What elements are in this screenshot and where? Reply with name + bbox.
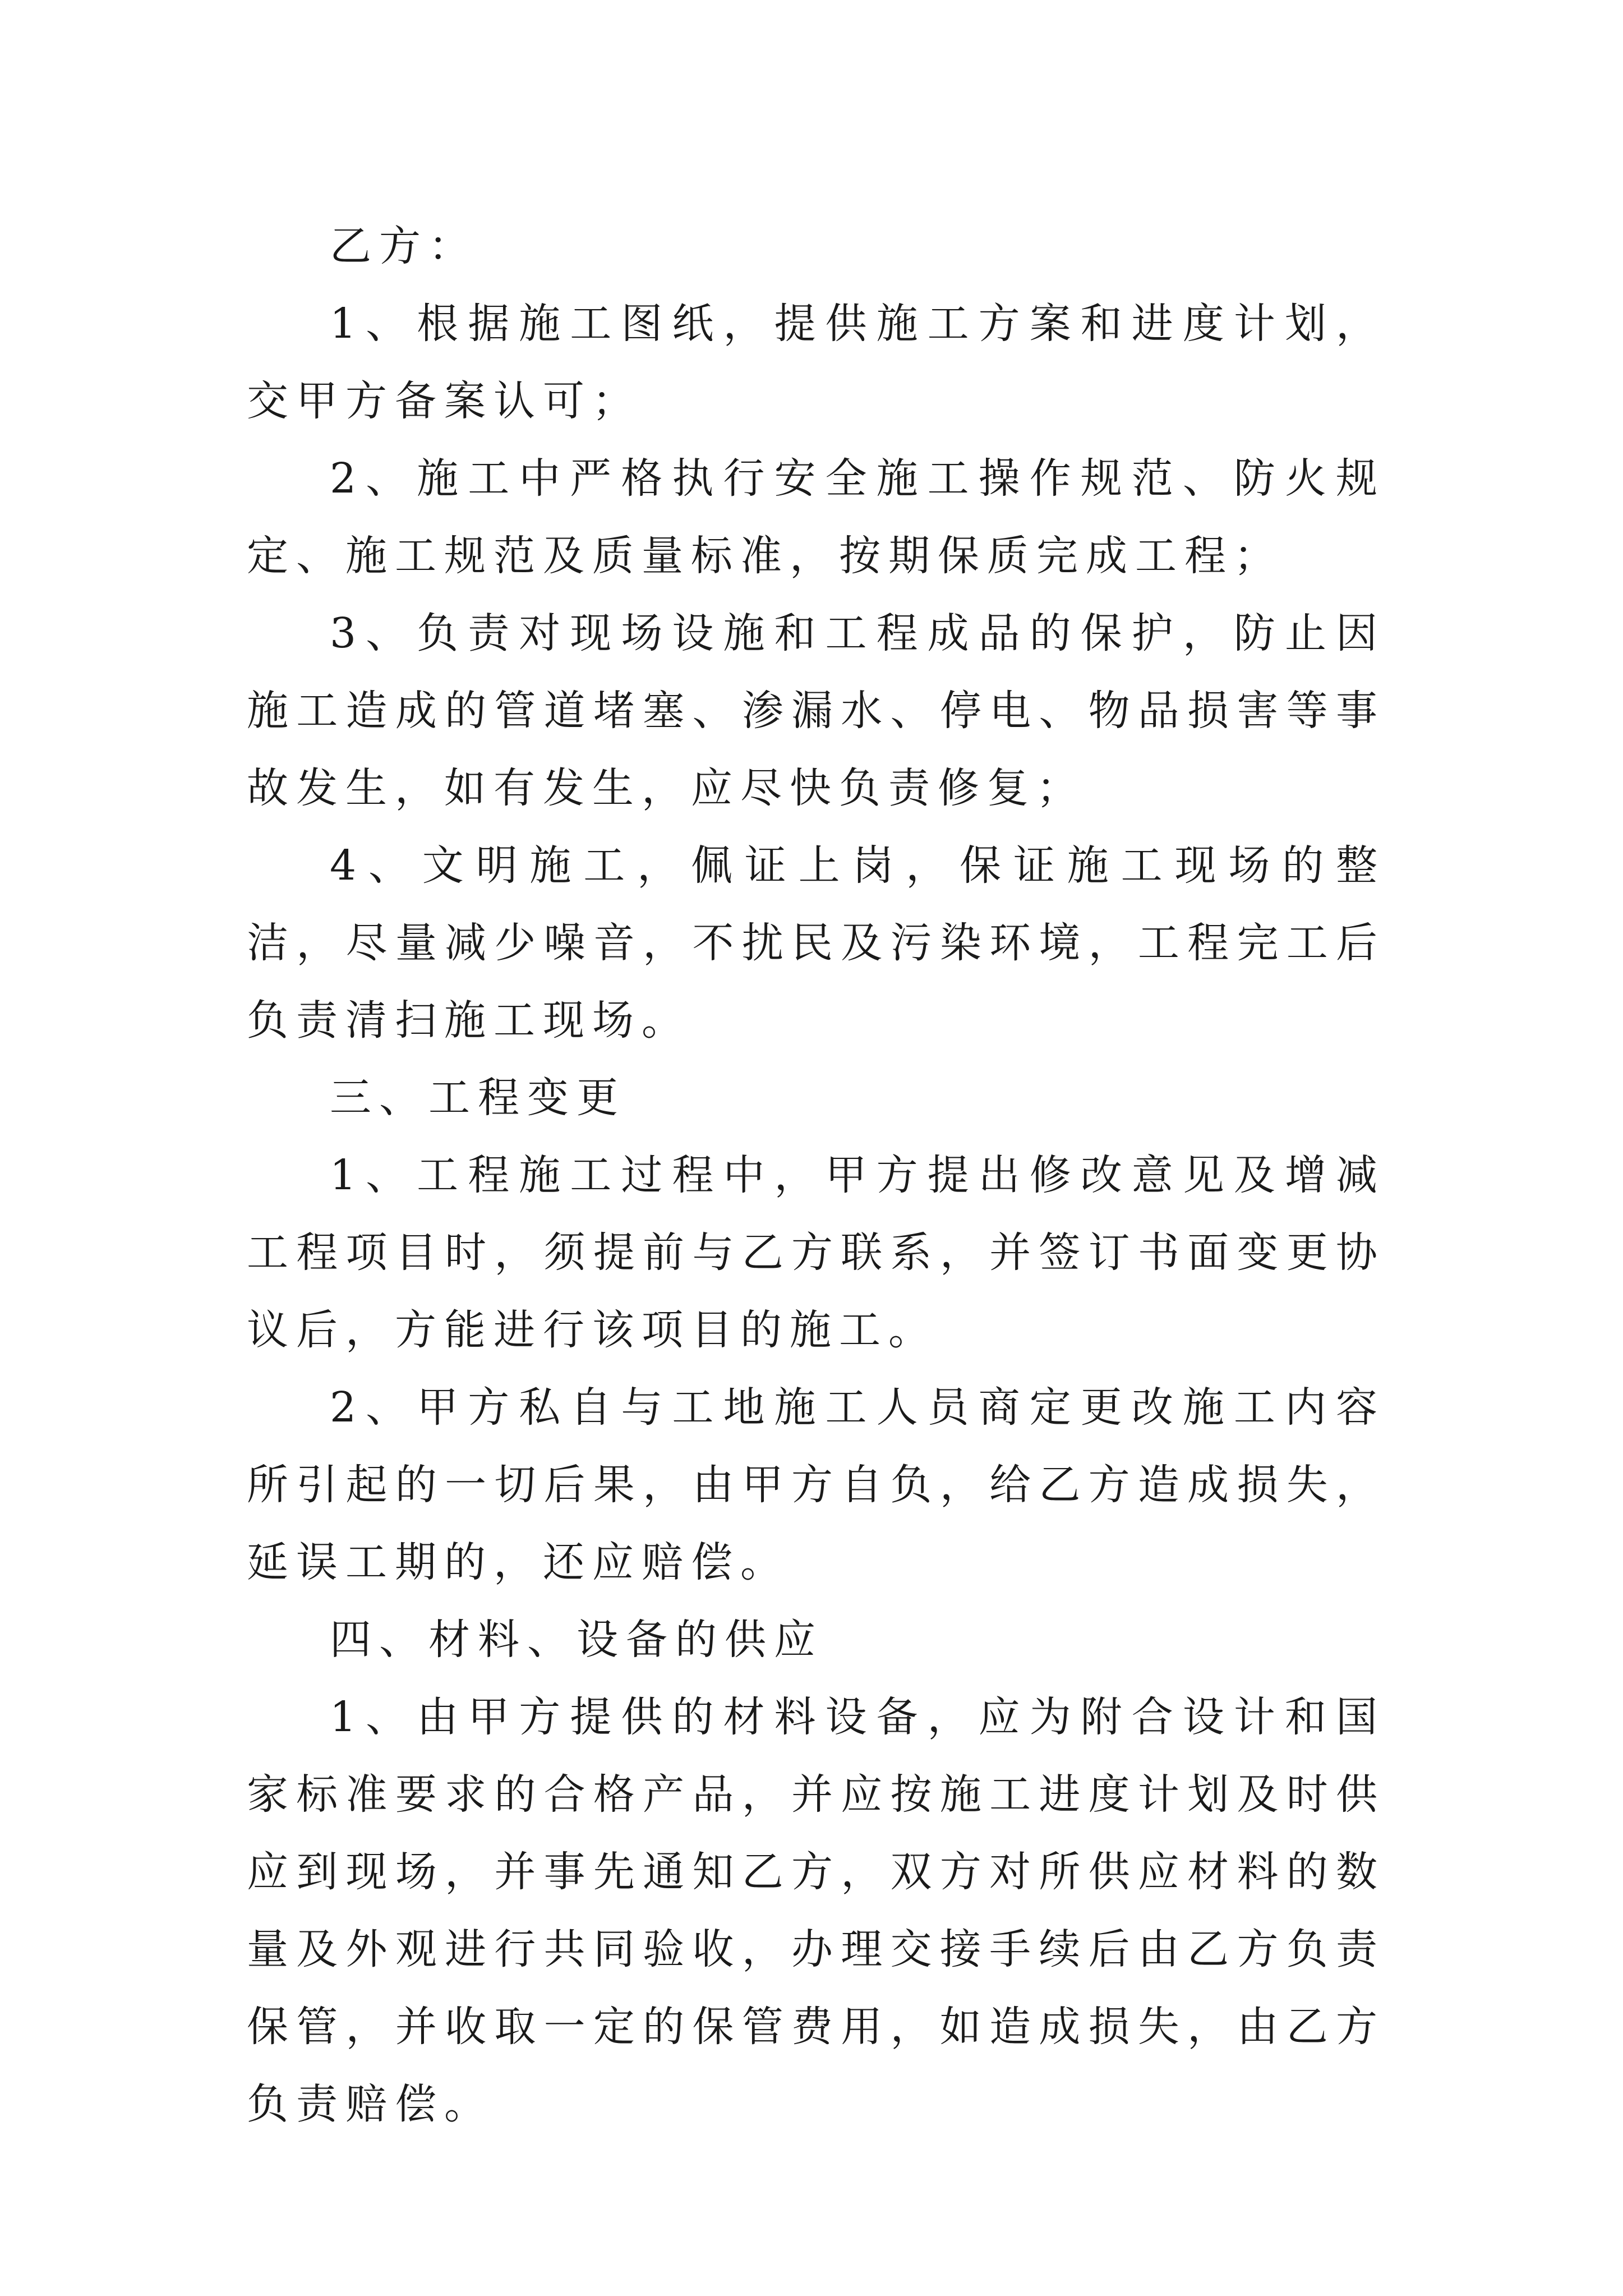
paragraph-b-item-3: 3、负责对现场设施和工程成品的保护，防止因施工造成的管道堵塞、渗漏水、停电、物品损害等事故发生，如有发生，应尽快负责修复；	[247, 609, 1385, 812]
document-body	[247, 208, 1385, 2143]
paragraph-supply-item-1: 1、由甲方提供的材料设备，应为附合设计和国家标准要求的合格产品，并应按施工进度计划及时供应到现场，并事先通知乙方，双方对所供应材料的数量及外观进行共同验收，办理交接手续后由乙方负责保管，并收取一定的保管费用，如造成损失，由乙方负责赔偿。	[247, 1693, 1385, 2128]
section-heading-3: 三、工程变更	[330, 1074, 626, 1122]
paragraph-change-item-1: 1、工程施工过程中，甲方提出修改意见及增减工程项目时，须提前与乙方联系，并签订书面变更协议后，方能进行该项目的施工。	[247, 1151, 1385, 1354]
paragraph-party-b-heading: 乙方：	[330, 222, 478, 270]
paragraph-b-item-2: 2、施工中严格执行安全施工操作规范、防火规定、施工规范及质量标准，按期保质完成工程；	[247, 454, 1385, 580]
paragraph-b-item-4: 4、文明施工，佩证上岗，保证施工现场的整洁，尽量减少噪音，不扰民及污染环境，工程完工后负责清扫施工现场。	[247, 841, 1385, 1045]
section-heading-4: 四、材料、设备的供应	[330, 1616, 823, 1664]
paragraph-b-item-1: 1、根据施工图纸，提供施工方案和进度计划，交甲方备案认可；	[247, 300, 1385, 425]
paragraph-change-item-2: 2、甲方私自与工地施工人员商定更改施工内容所引起的一切后果，由甲方自负，给乙方造成损失，延误工期的，还应赔偿。	[247, 1383, 1385, 1586]
